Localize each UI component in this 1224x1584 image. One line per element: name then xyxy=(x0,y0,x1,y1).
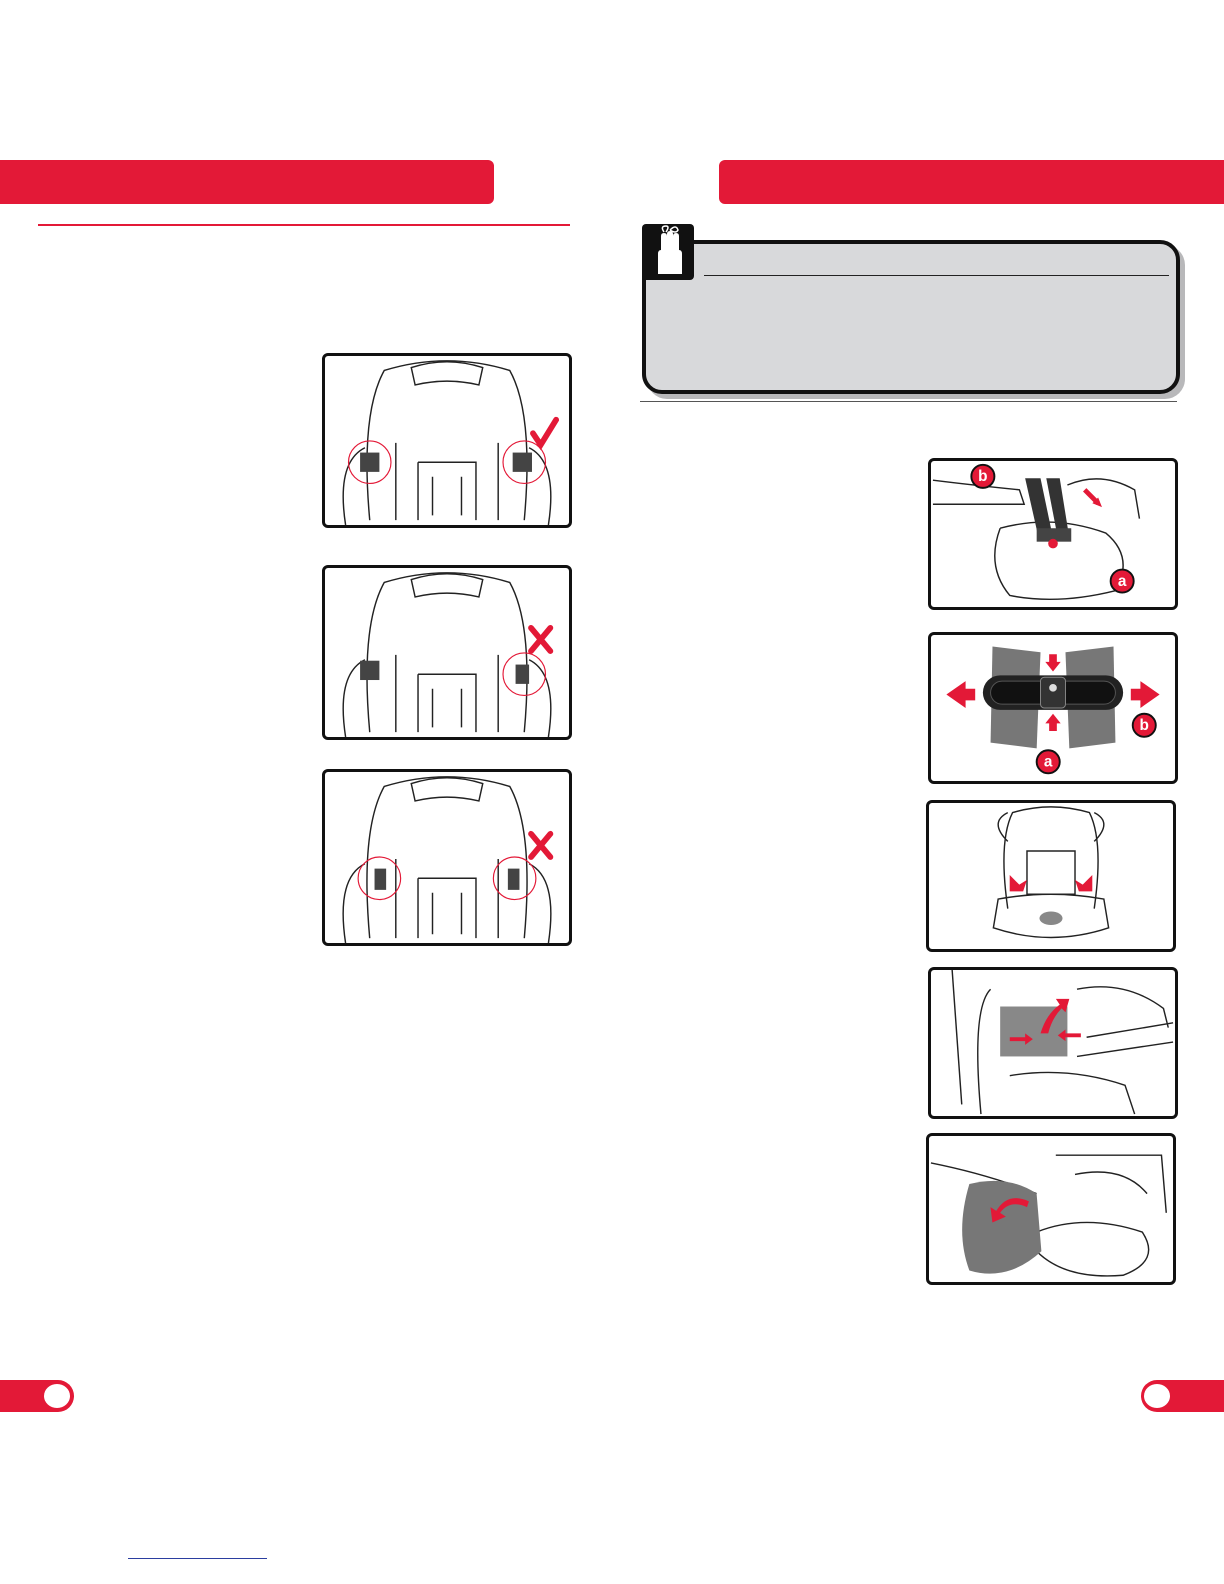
finger-string-reminder-icon xyxy=(642,224,694,280)
cover-fold-figure xyxy=(926,1133,1176,1285)
seat-front-figure xyxy=(926,800,1176,952)
page-number-tab-right xyxy=(1141,1380,1224,1412)
cover-lift-figure xyxy=(928,967,1178,1119)
x-icon xyxy=(531,628,550,651)
page-number-circle-right xyxy=(1144,1384,1170,1408)
harness-clip-incorrect-2-figure xyxy=(322,769,572,946)
harness-clip-incorrect-1-figure xyxy=(322,565,572,740)
section-banner-right xyxy=(719,160,1224,204)
note-box xyxy=(642,240,1180,394)
check-icon xyxy=(533,420,556,445)
svg-text:a: a xyxy=(1043,753,1053,771)
page-number-circle-left xyxy=(44,1384,70,1408)
section-banner-left xyxy=(0,160,494,204)
note-rule xyxy=(704,275,1169,276)
buckle-press-figure xyxy=(928,458,1178,610)
svg-text:b: b xyxy=(978,468,988,486)
harness-clip-correct-figure xyxy=(322,353,572,528)
svg-text:b: b xyxy=(1139,717,1149,735)
right-section-rule xyxy=(640,401,1177,402)
svg-text:a: a xyxy=(1117,572,1127,590)
footer-line xyxy=(128,1558,267,1559)
left-section-rule xyxy=(38,224,570,226)
page-number-tab-left xyxy=(0,1380,74,1412)
x-icon xyxy=(531,834,550,857)
buckle-release-figure xyxy=(928,632,1178,784)
